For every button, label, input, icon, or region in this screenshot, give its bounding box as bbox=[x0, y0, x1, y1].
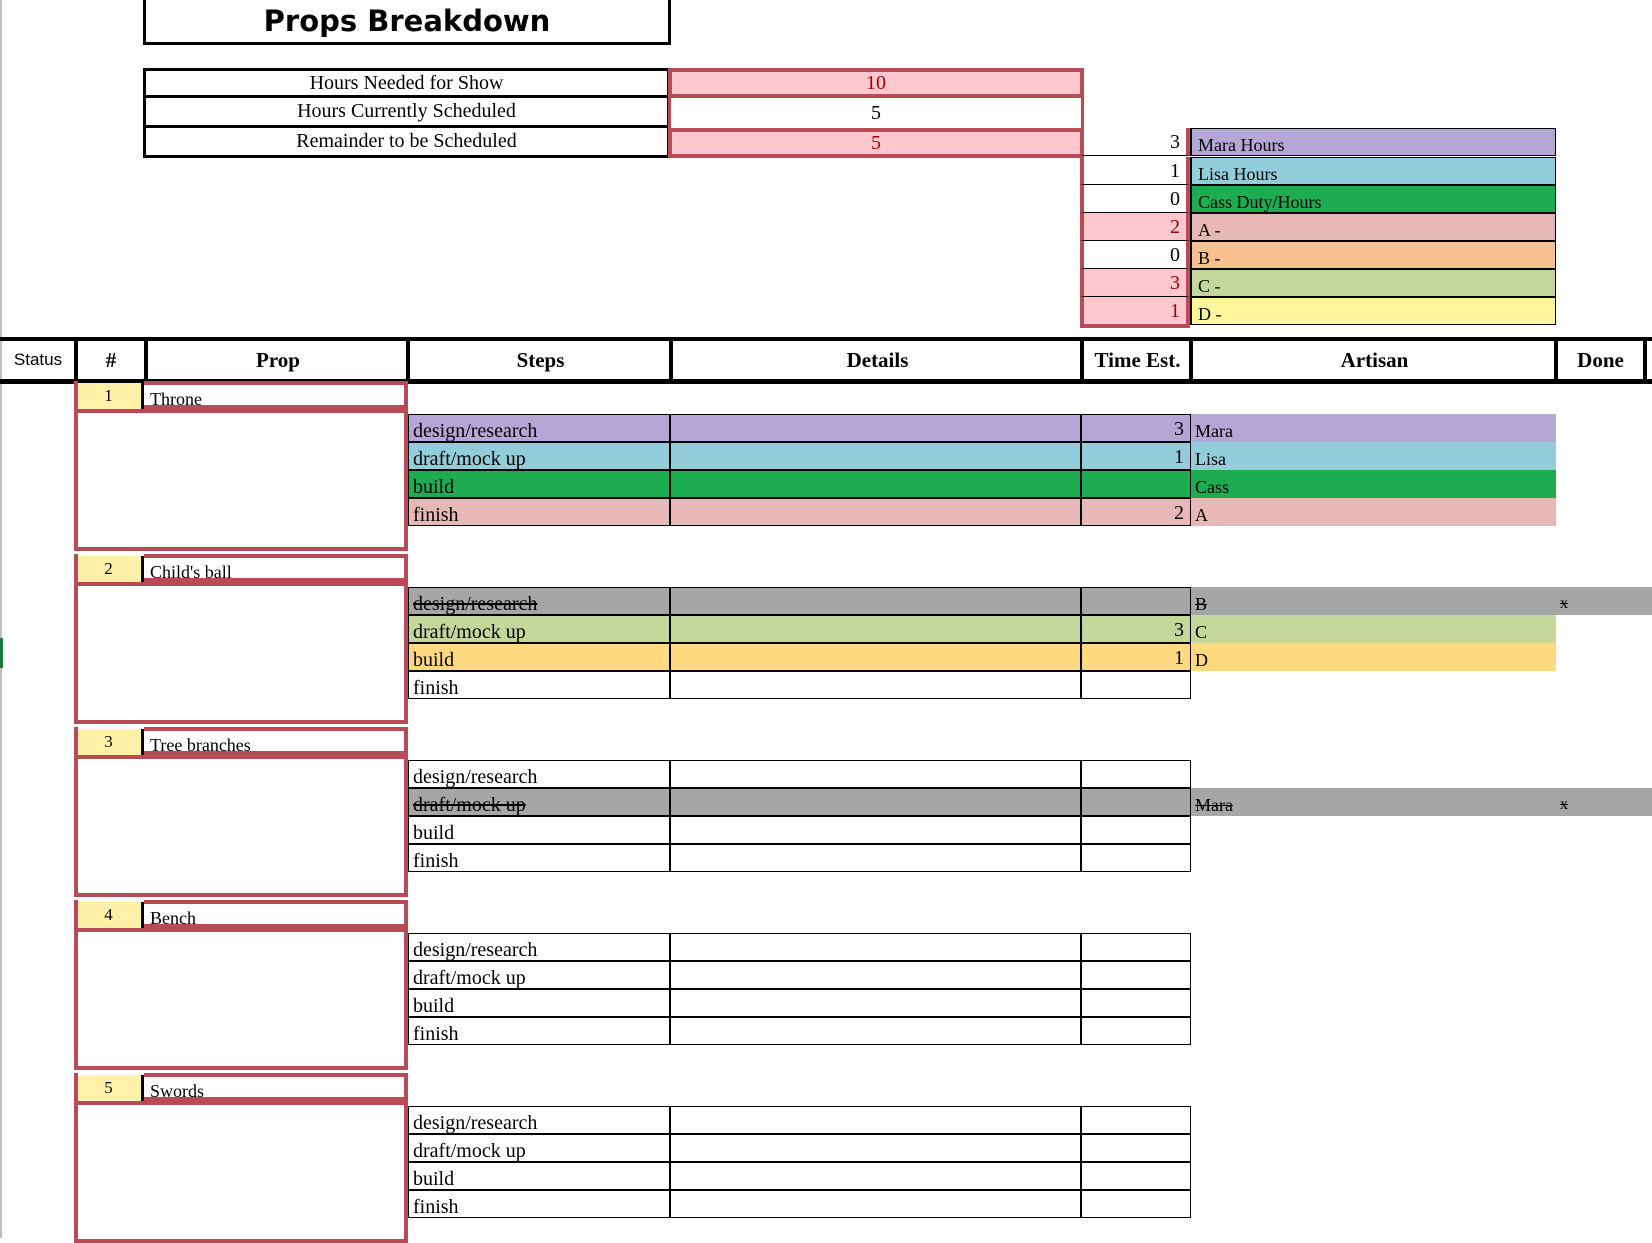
step-details[interactable] bbox=[671, 788, 1082, 816]
step-time-estimate[interactable] bbox=[1082, 587, 1191, 615]
prop-name-left-border bbox=[74, 554, 78, 584]
header-number[interactable]: # bbox=[74, 337, 144, 383]
step-name[interactable]: build bbox=[408, 816, 671, 844]
step-done-mark[interactable] bbox=[1556, 1017, 1652, 1045]
step-time-estimate[interactable]: 1 bbox=[1082, 643, 1191, 671]
prop-notes-box[interactable] bbox=[74, 582, 408, 724]
step-done-mark[interactable] bbox=[1556, 1106, 1652, 1134]
prop-name[interactable]: Swords bbox=[144, 1073, 408, 1101]
legend-artisan-label[interactable]: B - bbox=[1190, 241, 1556, 269]
step-artisan[interactable] bbox=[1191, 989, 1556, 1017]
step-name[interactable]: draft/mock up bbox=[408, 961, 671, 989]
step-artisan[interactable] bbox=[1191, 1106, 1556, 1134]
step-details[interactable] bbox=[671, 1162, 1082, 1190]
step-details[interactable] bbox=[671, 1134, 1082, 1162]
step-artisan[interactable] bbox=[1191, 1134, 1556, 1162]
step-done-mark[interactable] bbox=[1556, 1162, 1652, 1190]
step-artisan[interactable] bbox=[1191, 961, 1556, 989]
step-name[interactable]: design/research bbox=[408, 760, 671, 788]
step-details[interactable] bbox=[671, 961, 1082, 989]
legend-hours[interactable]: 1 bbox=[1080, 157, 1190, 185]
prop-name-left-border bbox=[74, 381, 78, 411]
prop-number[interactable]: 4 bbox=[76, 902, 144, 928]
step-artisan[interactable]: Mara bbox=[1195, 795, 1233, 815]
step-done-mark[interactable] bbox=[1556, 989, 1652, 1017]
step-details[interactable] bbox=[671, 844, 1082, 872]
step-details[interactable] bbox=[671, 470, 1082, 498]
legend-artisan-label[interactable]: D - bbox=[1190, 297, 1556, 325]
step-details[interactable] bbox=[671, 615, 1082, 643]
step-done-mark[interactable]: x bbox=[1560, 595, 1568, 612]
step-name[interactable]: build bbox=[408, 989, 671, 1017]
step-time-estimate[interactable] bbox=[1082, 1106, 1191, 1134]
header-prop[interactable]: Prop bbox=[144, 337, 408, 383]
step-time-estimate[interactable] bbox=[1082, 1017, 1191, 1045]
step-details[interactable] bbox=[671, 643, 1082, 671]
prop-number[interactable]: 2 bbox=[76, 556, 144, 582]
prop-number[interactable]: 5 bbox=[76, 1075, 144, 1101]
step-artisan[interactable] bbox=[1191, 1017, 1556, 1045]
step-name[interactable]: draft/mock up bbox=[408, 1134, 671, 1162]
prop-name[interactable]: Tree branches bbox=[144, 727, 408, 755]
summary-label[interactable]: Hours Needed for Show bbox=[143, 68, 670, 98]
step-time-estimate[interactable] bbox=[1082, 470, 1191, 498]
prop-name[interactable]: Throne bbox=[144, 381, 408, 409]
step-done-mark[interactable] bbox=[1556, 615, 1652, 643]
step-name[interactable]: draft/mock up bbox=[408, 615, 671, 643]
prop-name-left-border bbox=[74, 900, 78, 930]
step-name[interactable]: finish bbox=[408, 671, 671, 699]
step-time-estimate[interactable] bbox=[1082, 1134, 1191, 1162]
step-time-estimate[interactable]: 3 bbox=[1082, 414, 1191, 442]
step-name[interactable]: build bbox=[408, 1162, 671, 1190]
step-name[interactable]: design/research bbox=[408, 1106, 671, 1134]
header-steps[interactable]: Steps bbox=[406, 337, 671, 383]
step-done-mark[interactable] bbox=[1556, 498, 1652, 526]
legend-artisan-label[interactable]: Lisa Hours bbox=[1190, 157, 1556, 185]
prop-name-left-border bbox=[74, 727, 78, 757]
step-name[interactable]: finish bbox=[408, 498, 671, 526]
step-details[interactable] bbox=[671, 989, 1082, 1017]
step-done-mark[interactable] bbox=[1556, 816, 1652, 844]
step-time-estimate[interactable] bbox=[1082, 989, 1191, 1017]
step-time-estimate[interactable] bbox=[1082, 961, 1191, 989]
legend-artisan-label[interactable]: C - bbox=[1190, 269, 1556, 297]
step-name[interactable]: finish bbox=[408, 1190, 671, 1218]
step-details[interactable] bbox=[671, 414, 1082, 442]
step-done-mark[interactable] bbox=[1556, 414, 1652, 442]
step-artisan[interactable] bbox=[1191, 933, 1556, 961]
header-details[interactable]: Details bbox=[669, 337, 1082, 383]
legend-hours[interactable]: 1 bbox=[1080, 297, 1190, 328]
step-done-mark[interactable] bbox=[1556, 844, 1652, 872]
legend-hours[interactable]: 0 bbox=[1080, 185, 1190, 213]
prop-name-left-border bbox=[74, 1073, 78, 1103]
step-done-mark[interactable]: x bbox=[1560, 796, 1568, 813]
step-details[interactable] bbox=[671, 816, 1082, 844]
prop-notes-box[interactable] bbox=[74, 755, 408, 897]
prop-notes-box[interactable] bbox=[74, 928, 408, 1070]
step-artisan[interactable]: Lisa bbox=[1191, 442, 1556, 470]
step-details[interactable] bbox=[671, 933, 1082, 961]
step-artisan[interactable]: Mara bbox=[1191, 414, 1556, 442]
summary-value[interactable]: 10 bbox=[668, 68, 1084, 98]
step-time-estimate[interactable]: 3 bbox=[1082, 615, 1191, 643]
step-time-estimate[interactable] bbox=[1082, 1190, 1191, 1218]
step-done-mark[interactable] bbox=[1556, 671, 1652, 699]
sheet-left-border bbox=[0, 0, 2, 1238]
step-artisan[interactable] bbox=[1191, 816, 1556, 844]
prop-name[interactable]: Bench bbox=[144, 900, 408, 928]
step-name[interactable]: draft/mock up bbox=[408, 442, 671, 470]
step-time-estimate[interactable] bbox=[1082, 933, 1191, 961]
step-time-estimate[interactable] bbox=[1082, 844, 1191, 872]
legend-hours[interactable]: 2 bbox=[1080, 213, 1190, 241]
legend-hours[interactable]: 3 bbox=[1080, 269, 1190, 297]
step-details[interactable] bbox=[671, 1017, 1082, 1045]
step-done-mark[interactable] bbox=[1556, 933, 1652, 961]
step-name[interactable]: build bbox=[408, 470, 671, 498]
step-done-mark[interactable] bbox=[1556, 470, 1652, 498]
legend-artisan-label[interactable]: Mara Hours bbox=[1190, 128, 1556, 156]
legend-artisan-label[interactable]: A - bbox=[1190, 213, 1556, 241]
step-artisan[interactable] bbox=[1191, 844, 1556, 872]
step-time-estimate[interactable] bbox=[1082, 788, 1191, 816]
header-time-est[interactable]: Time Est. bbox=[1080, 337, 1191, 383]
step-time-estimate[interactable] bbox=[1082, 671, 1191, 699]
summary-label[interactable]: Hours Currently Scheduled bbox=[143, 98, 670, 128]
step-artisan[interactable]: C bbox=[1191, 615, 1556, 643]
step-done-mark[interactable] bbox=[1556, 1190, 1652, 1218]
step-details[interactable] bbox=[671, 442, 1082, 470]
step-details[interactable] bbox=[671, 1106, 1082, 1134]
step-done-mark[interactable] bbox=[1556, 442, 1652, 470]
summary-label[interactable]: Remainder to be Scheduled bbox=[143, 128, 670, 158]
step-time-estimate[interactable] bbox=[1082, 1162, 1191, 1190]
step-details[interactable] bbox=[671, 671, 1082, 699]
summary-value[interactable]: 5 bbox=[668, 98, 1084, 128]
step-details[interactable] bbox=[671, 587, 1082, 615]
step-done-mark[interactable] bbox=[1556, 1134, 1652, 1162]
legend-artisan-label[interactable]: Cass Duty/Hours bbox=[1190, 185, 1556, 213]
prop-number[interactable]: 1 bbox=[76, 383, 144, 409]
summary-value[interactable]: 5 bbox=[668, 128, 1084, 158]
step-time-estimate[interactable]: 2 bbox=[1082, 498, 1191, 526]
step-name[interactable]: finish bbox=[408, 1017, 671, 1045]
header-artisan[interactable]: Artisan bbox=[1189, 337, 1556, 383]
step-details[interactable] bbox=[671, 498, 1082, 526]
step-time-estimate[interactable] bbox=[1082, 760, 1191, 788]
step-artisan[interactable]: D bbox=[1191, 643, 1556, 671]
step-name[interactable]: design/research bbox=[408, 587, 671, 615]
step-name[interactable]: build bbox=[408, 643, 671, 671]
step-done-mark[interactable] bbox=[1556, 760, 1652, 788]
step-details[interactable] bbox=[671, 1190, 1082, 1218]
step-artisan[interactable] bbox=[1191, 760, 1556, 788]
header-status[interactable]: Status bbox=[13, 350, 63, 369]
prop-name[interactable]: Child's ball bbox=[144, 554, 408, 582]
step-time-estimate[interactable] bbox=[1082, 816, 1191, 844]
step-time-estimate[interactable]: 1 bbox=[1082, 442, 1191, 470]
step-name[interactable]: finish bbox=[408, 844, 671, 872]
step-artisan[interactable] bbox=[1191, 1190, 1556, 1218]
row-selection-indicator bbox=[0, 638, 3, 668]
legend-hours[interactable]: 3 bbox=[1080, 128, 1190, 156]
step-artisan[interactable]: A bbox=[1191, 498, 1556, 526]
step-done-mark[interactable] bbox=[1556, 961, 1652, 989]
step-details[interactable] bbox=[671, 760, 1082, 788]
sheet-title[interactable]: Props Breakdown bbox=[143, 0, 671, 45]
step-artisan[interactable] bbox=[1191, 1162, 1556, 1190]
step-done-mark[interactable] bbox=[1556, 643, 1652, 671]
step-artisan[interactable]: Cass bbox=[1191, 470, 1556, 498]
prop-notes-box[interactable] bbox=[74, 409, 408, 551]
step-artisan[interactable]: B bbox=[1195, 594, 1208, 614]
header-done[interactable]: Done bbox=[1554, 337, 1647, 383]
legend-hours[interactable]: 0 bbox=[1080, 241, 1190, 269]
prop-notes-box[interactable] bbox=[74, 1101, 408, 1243]
step-name[interactable]: draft/mock up bbox=[408, 788, 671, 816]
step-name[interactable]: design/research bbox=[408, 414, 671, 442]
step-artisan[interactable] bbox=[1191, 671, 1556, 699]
prop-number[interactable]: 3 bbox=[76, 729, 144, 755]
step-name[interactable]: design/research bbox=[408, 933, 671, 961]
